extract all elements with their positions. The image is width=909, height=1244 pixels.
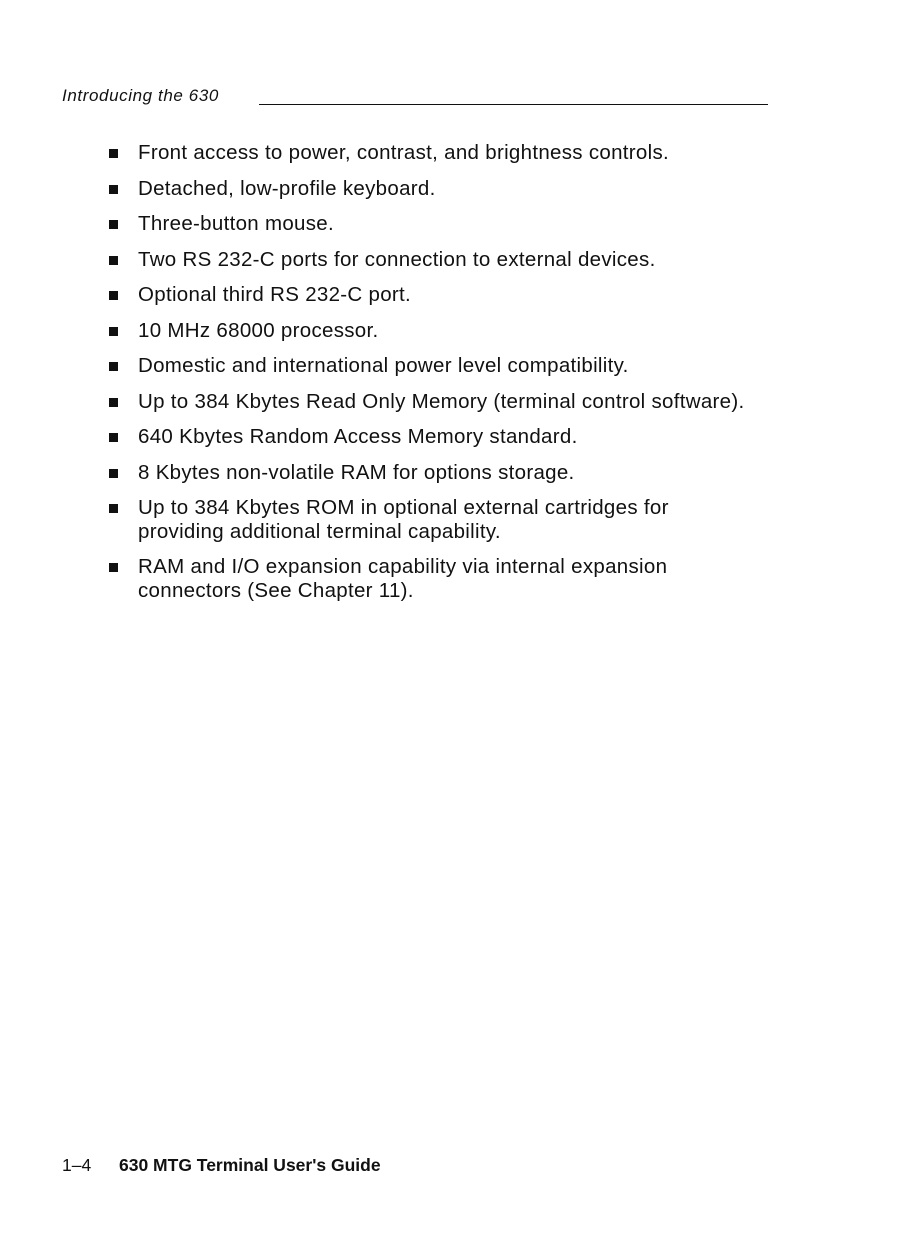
list-item-text: Front access to power, contrast, and brightness controls.	[138, 141, 669, 164]
bullet-icon	[109, 185, 118, 194]
list-item-text: Domestic and international power level compatibility.	[138, 354, 629, 377]
list-item	[109, 319, 749, 343]
bullet-icon	[109, 220, 118, 229]
bullet-icon	[109, 563, 118, 572]
list-item	[109, 390, 749, 414]
bullet-icon	[109, 504, 118, 513]
header-rule	[259, 104, 768, 105]
list-item-text: 640 Kbytes Random Access Memory standard.	[138, 425, 578, 448]
list-item-text: 10 MHz 68000 processor.	[138, 318, 379, 342]
list-item-text: Up to 384 Kbytes Read Only Memory (terminal control software).	[138, 389, 745, 413]
list-item-text: Detached, low-profile keyboard.	[138, 176, 436, 200]
bullet-icon	[109, 256, 118, 265]
page-number: 1–4	[62, 1155, 92, 1175]
list-item	[109, 248, 749, 272]
feature-list	[109, 141, 749, 614]
list-item	[109, 212, 749, 236]
bullet-icon	[109, 149, 118, 158]
list-item	[109, 177, 749, 201]
list-item	[109, 425, 749, 449]
bullet-icon	[109, 327, 118, 336]
list-item	[109, 496, 749, 543]
bullet-icon	[109, 469, 118, 478]
bullet-icon	[109, 433, 118, 442]
book-title: 630 MTG Terminal User's Guide	[119, 1155, 381, 1175]
bullet-icon	[109, 398, 118, 407]
list-item	[109, 354, 749, 378]
page-header	[62, 86, 768, 110]
running-header-title: Introducing the 630	[62, 86, 219, 105]
page-footer	[62, 1155, 381, 1176]
list-item-text: Up to 384 Kbytes ROM in optional external cartridges for providing additional terminal capability.	[138, 496, 669, 543]
list-item-text: 8 Kbytes non-volatile RAM for options storage.	[138, 460, 575, 484]
list-item	[109, 141, 749, 165]
bullet-icon	[109, 362, 118, 371]
list-item	[109, 555, 749, 602]
list-item-text: Optional third RS 232-C port.	[138, 283, 412, 306]
list-item-text: Three-button mouse.	[138, 212, 334, 235]
list-item-text: Two RS 232-C ports for connection to external devices.	[138, 247, 656, 271]
bullet-icon	[109, 291, 118, 300]
list-item	[109, 461, 749, 485]
list-item	[109, 283, 749, 307]
list-item-text: RAM and I/O expansion capability via internal expansion connectors (See Chapter 11).	[138, 555, 668, 602]
